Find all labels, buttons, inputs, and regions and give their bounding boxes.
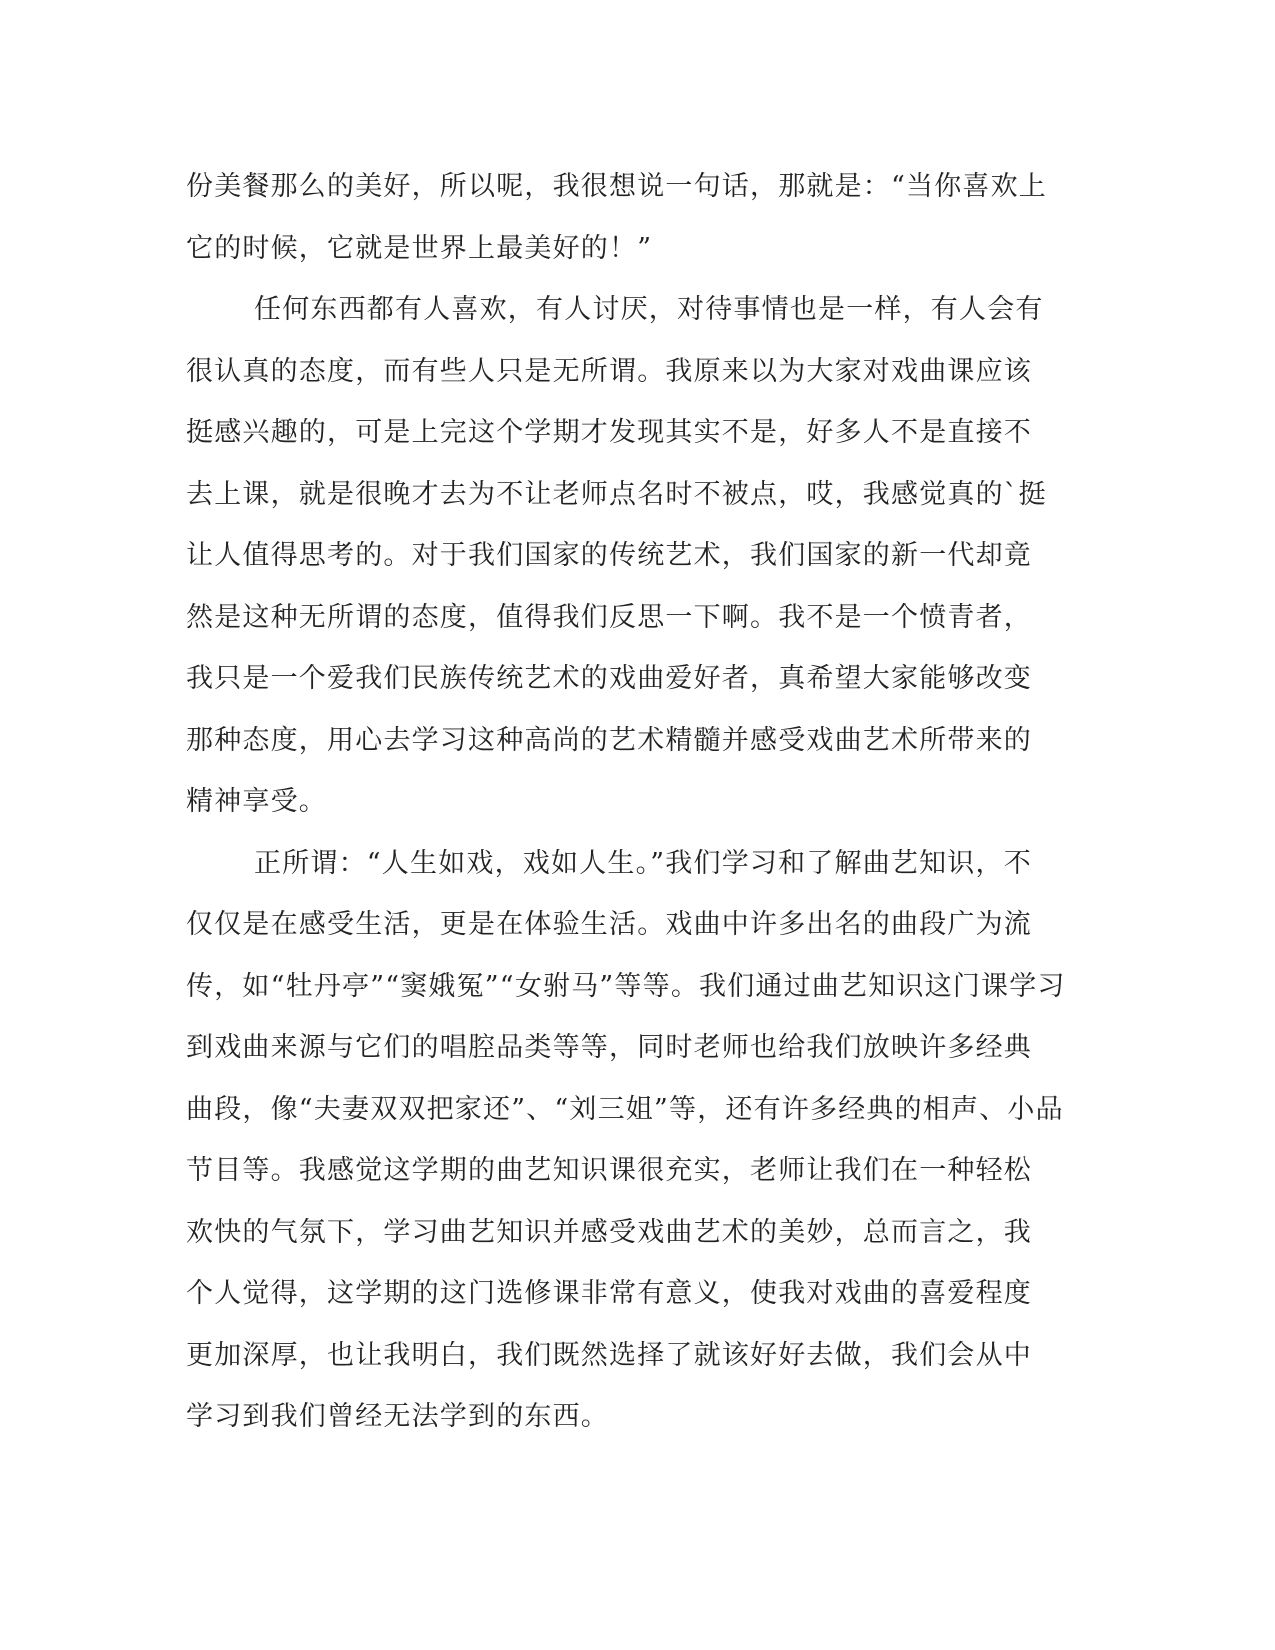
- text-line: 很认真的态度，而有些人只是无所谓。我原来以为大家对戏曲课应该: [186, 355, 1032, 387]
- paragraph-2: [186, 279, 1046, 833]
- text-line: 任何东西都有人喜欢，有人讨厌，对待事情也是一样，有人会有: [254, 294, 1044, 325]
- text-line: 仅仅是在感受生活，更是在体验生活。戏曲中许多出名的曲段广为流: [186, 909, 1032, 940]
- text-line: 去上课，就是很晚才去为不让老师点名时不被点，哎，我感觉真的`挺: [186, 478, 1047, 510]
- text-line: 份美餐那么的美好，所以呢，我很想说一句话，那就是：“当你喜欢上: [186, 171, 1048, 202]
- text-line: 精神享受。: [186, 786, 327, 817]
- paragraph-3: [186, 833, 1066, 1448]
- text-line: 传，如“牡丹亭”“窦娥冤”“女驸马”等等。我们通过曲艺知识这门课学习: [186, 970, 1066, 1002]
- paragraph-1: [186, 156, 1046, 279]
- text-line: 我只是一个爱我们民族传统艺术的戏曲爱好者，真希望大家能够改变: [186, 663, 1032, 694]
- text-line: 欢快的气氛下，学习曲艺知识并感受戏曲艺术的美妙，总而言之，我: [186, 1216, 1032, 1248]
- text-line: 曲段，像“夫妻双双把家还”、“刘三姐”等，还有许多经典的相声、小品: [186, 1093, 1064, 1125]
- text-line: 它的时候，它就是世界上最美好的！”: [186, 232, 653, 264]
- text-line: 个人觉得，这学期的这门选修课非常有意义，使我对戏曲的喜爱程度: [186, 1278, 1032, 1309]
- text-line: 然是这种无所谓的态度，值得我们反思一下啊。我不是一个愤青者，: [186, 601, 1032, 633]
- text-line: 学习到我们曾经无法学到的东西。: [186, 1401, 609, 1432]
- text-line: 正所谓：“人生如戏，戏如人生。”我们学习和了解曲艺知识，不: [254, 847, 1032, 879]
- document-body: [186, 156, 1066, 1448]
- text-line: 到戏曲来源与它们的唱腔品类等等，同时老师也给我们放映许多经典: [186, 1032, 1032, 1063]
- text-line: 那种态度，用心去学习这种高尚的艺术精髓并感受戏曲艺术所带来的: [186, 724, 1032, 756]
- text-line: 挺感兴趣的，可是上完这个学期才发现其实不是，好多人不是直接不: [186, 417, 1032, 448]
- text-line: 让人值得思考的。对于我们国家的传统艺术，我们国家的新一代却竟: [186, 540, 1032, 571]
- text-line: 节目等。我感觉这学期的曲艺知识课很充实，老师让我们在一种轻松: [186, 1155, 1032, 1186]
- text-line: 更加深厚，也让我明白，我们既然选择了就该好好去做，我们会从中: [186, 1339, 1032, 1371]
